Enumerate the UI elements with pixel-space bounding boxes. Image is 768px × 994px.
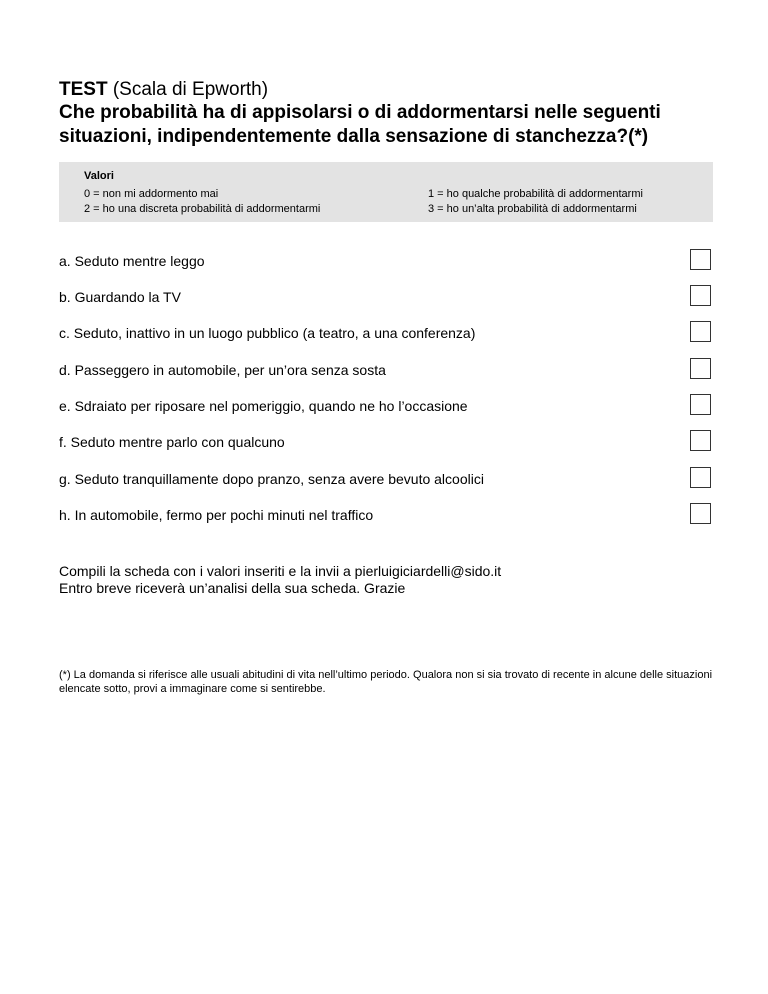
question-row-g <box>59 467 713 491</box>
test-label: TEST <box>59 79 108 100</box>
answer-box-g[interactable] <box>690 467 711 488</box>
instructions-line-1: Compili la scheda con i valori inseriti e la invii a pierluigiciardelli@sido.it <box>59 563 502 579</box>
answer-box-f[interactable] <box>690 430 711 451</box>
question-label: h. In automobile, fermo per pochi minuti nel traffico <box>59 507 374 523</box>
question-row-c <box>59 321 713 345</box>
test-title <box>59 79 268 101</box>
test-subtitle: (Scala di Epworth) <box>112 79 269 100</box>
question-row-f <box>59 430 713 454</box>
values-legend <box>59 162 713 222</box>
footnote: (*) La domanda si riferisce alle usuali abitudini di vita nell’ultimo periodo. Qualora non si sia trovato di recente in alcune delle situazioni elencate sotto, provi a immaginare come si sentirebbe. <box>59 669 713 695</box>
legend-item-1: 1 = ho qualche probabilità di addormentarmi <box>428 188 643 200</box>
answer-box-d[interactable] <box>690 358 711 379</box>
test-question: Che probabilità ha di appisolarsi o di addormentarsi nelle seguenti situazioni, indipendentemente dalla sensazione di stanchezza?(*) <box>59 102 661 147</box>
legend-item-2: 2 = ho una discreta probabilità di addormentarmi <box>84 203 321 215</box>
question-row-h <box>59 503 713 527</box>
question-label: e. Sdraiato per riposare nel pomeriggio, quando ne ho l’occasione <box>59 398 468 414</box>
question-row-a <box>59 249 713 273</box>
answer-box-c[interactable] <box>690 321 711 342</box>
legend-title: Valori <box>84 170 114 182</box>
question-label: f. Seduto mentre parlo con qualcuno <box>59 434 285 450</box>
question-row-e <box>59 394 713 418</box>
question-row-b <box>59 285 713 309</box>
question-label: g. Seduto tranquillamente dopo pranzo, senza avere bevuto alcoolici <box>59 471 484 487</box>
answer-box-a[interactable] <box>690 249 711 270</box>
instructions <box>59 563 501 597</box>
answer-box-h[interactable] <box>690 503 711 524</box>
legend-item-3: 3 = ho un’alta probabilità di addormentarmi <box>428 203 637 215</box>
answer-box-b[interactable] <box>690 285 711 306</box>
question-label: a. Seduto mentre leggo <box>59 253 205 269</box>
question-label: c. Seduto, inattivo in un luogo pubblico (a teatro, a una conferenza) <box>59 325 476 341</box>
question-label: b. Guardando la TV <box>59 289 181 305</box>
instructions-line-2: Entro breve riceverà un’analisi della sua scheda. Grazie <box>59 580 406 596</box>
legend-item-0: 0 = non mi addormento mai <box>84 188 219 200</box>
question-row-d <box>59 358 713 382</box>
question-label: d. Passeggero in automobile, per un’ora senza sosta <box>59 362 386 378</box>
answer-box-e[interactable] <box>690 394 711 415</box>
